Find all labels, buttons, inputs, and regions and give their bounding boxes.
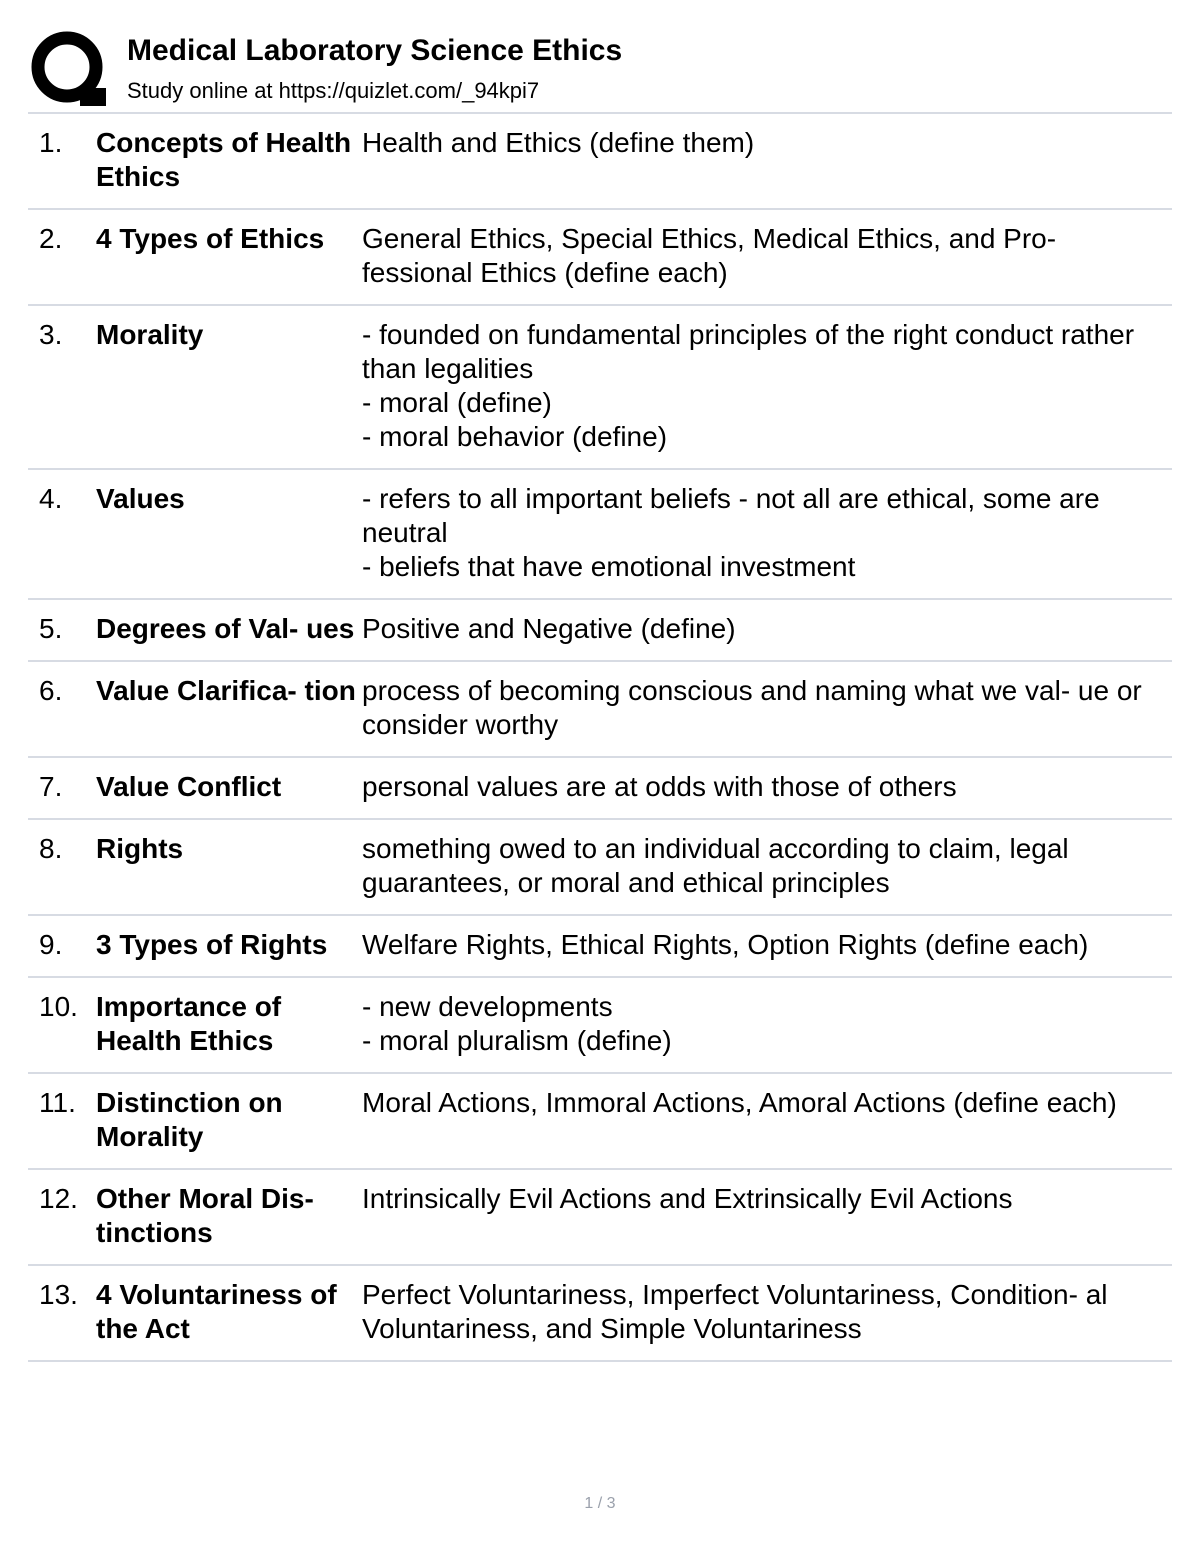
card-term: Value Conflict	[96, 771, 282, 802]
flashcard-row	[28, 662, 1172, 758]
card-definition: - refers to all important beliefs - not all are ethical, some are neutral - beliefs that have emotional investment	[362, 483, 1100, 582]
card-term: Concepts of Health Ethics	[96, 127, 352, 192]
card-definition: personal values are at odds with those of others	[362, 771, 957, 802]
card-term: Morality	[96, 319, 204, 350]
card-term: 4 Voluntariness of the Act	[96, 1279, 337, 1344]
study-online-link[interactable]: https://quizlet.com/_94kpi7	[278, 78, 540, 103]
flashcard-row	[28, 1074, 1172, 1170]
flashcard-row	[28, 306, 1172, 470]
card-term: Importance of Health Ethics	[96, 991, 282, 1056]
flashcard-row	[28, 210, 1172, 306]
page-indicator: 1 / 3	[584, 1495, 616, 1512]
card-number: 12.	[39, 1183, 78, 1214]
flashcard-row	[28, 600, 1172, 662]
card-number: 11.	[39, 1087, 76, 1118]
subtitle-prefix: Study online at	[127, 78, 279, 103]
card-term: Value Clarifica- tion	[96, 675, 356, 706]
card-term: Rights	[96, 833, 184, 864]
page-title: Medical Laboratory Science Ethics	[127, 34, 623, 67]
card-number: 9.	[39, 929, 63, 960]
card-number: 6.	[39, 675, 63, 706]
card-term: Degrees of Val- ues	[96, 613, 355, 644]
flashcard-row	[28, 758, 1172, 820]
quizlet-logo-icon	[30, 30, 108, 108]
flashcard-row	[28, 470, 1172, 600]
card-term: Other Moral Dis- tinctions	[96, 1183, 314, 1248]
card-definition: - new developments - moral pluralism (define)	[362, 991, 672, 1056]
flashcard-row	[28, 1170, 1172, 1266]
card-number: 13.	[39, 1279, 78, 1310]
card-definition: Health and Ethics (define them)	[362, 127, 755, 158]
card-number: 10.	[39, 991, 78, 1022]
flashcard-row	[28, 114, 1172, 210]
card-number: 7.	[39, 771, 63, 802]
card-definition: something owed to an individual according to claim, legal guarantees, or moral and ethical principles	[362, 833, 1069, 898]
card-number: 8.	[39, 833, 63, 864]
page-subtitle	[127, 78, 539, 104]
card-definition: Welfare Rights, Ethical Rights, Option Rights (define each)	[362, 929, 1089, 960]
flashcard-row	[28, 820, 1172, 916]
card-term: 4 Types of Ethics	[96, 223, 325, 254]
card-definition: process of becoming conscious and naming what we val- ue or consider worthy	[362, 675, 1142, 740]
card-term: Distinction on Morality	[96, 1087, 283, 1152]
card-definition: Intrinsically Evil Actions and Extrinsically Evil Actions	[362, 1183, 1013, 1214]
card-number: 4.	[39, 483, 63, 514]
card-term: Values	[96, 483, 185, 514]
card-definition: - founded on fundamental principles of the right conduct rather than legalities - moral (define) - moral behavior (define)	[362, 319, 1135, 452]
flashcard-row	[28, 978, 1172, 1074]
card-number: 1.	[39, 127, 63, 158]
flashcard-row	[28, 916, 1172, 978]
card-number: 2.	[39, 223, 63, 254]
card-definition: General Ethics, Special Ethics, Medical Ethics, and Pro- fessional Ethics (define each)	[362, 223, 1057, 288]
flashcard-list	[28, 114, 1172, 1362]
card-definition: Moral Actions, Immoral Actions, Amoral Actions (define each)	[362, 1087, 1117, 1118]
card-number: 3.	[39, 319, 63, 350]
card-definition: Positive and Negative (define)	[362, 613, 736, 644]
card-definition: Perfect Voluntariness, Imperfect Voluntariness, Condition- al Voluntariness, and Simple Voluntariness	[362, 1279, 1108, 1344]
card-term: 3 Types of Rights	[96, 929, 328, 960]
flashcard-row	[28, 1266, 1172, 1362]
card-number: 5.	[39, 613, 63, 644]
page-header	[28, 28, 1172, 112]
